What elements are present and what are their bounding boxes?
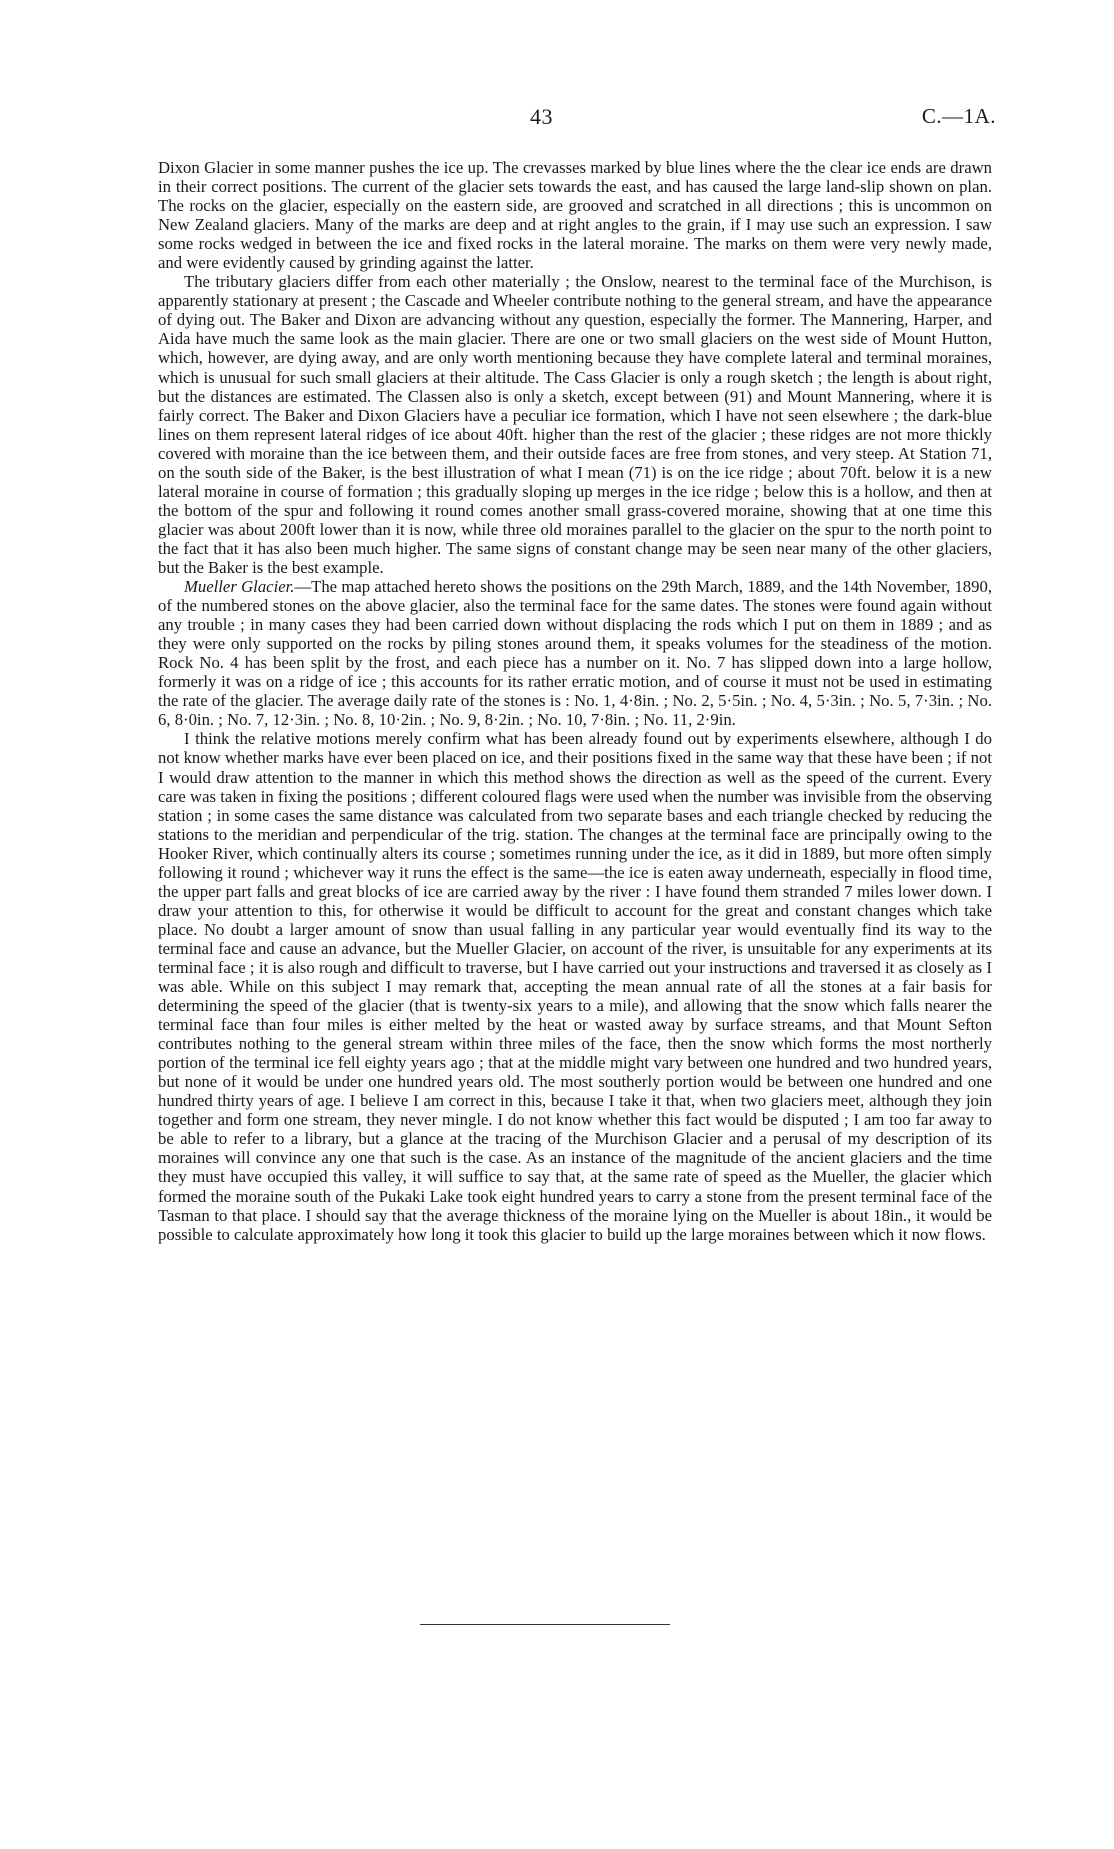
end-rule-divider: [420, 1624, 670, 1625]
paragraph-relative-motions: I think the relative motions merely confirm what has been already found out by experiments elsewhere, although I do not know whether marks have ever been placed on ice, and their positions fixed in the same way that these have been ; if not I would draw attention to the manner in which this method shows the direction as well as the speed of the current. Every care was taken in fixing the positions ; different coloured flags were used when the number was invisible from the observing station ; in some cases the same distance was calculated from two separate bases and each triangle checked by reducing the stations to the meridian and perpendicular of the trig. station. The changes at the terminal face are principally owing to the Hooker River, which continually alters its course ; sometimes running under the ice, as it did in 1889, but more often simply following it round ; whichever way it runs the effect is the same—the ice is eaten away underneath, especially in flood time, the upper part falls and great blocks of ice are carried away by the river : I have found them stranded 7 miles lower down. I draw your attention to this, for otherwise it would be difficult to account for the great and constant changes which take place. No doubt a larger amount of snow than usual falling in any particular year would eventually find its way to the terminal face and cause an advance, but the Mueller Glacier, on account of the river, is unsuitable for any experiments at its terminal face ; it is also rough and difficult to traverse, but I have carried out your instructions and traversed it as closely as I was able. While on this subject I may remark that, accepting the mean annual rate of all the stones at a fair basis for determining the speed of the glacier (that is twenty-six years to a mile), and allowing that the snow which falls nearer the terminal face than four miles is either melted by the heat or wasted away by surface streams, and that Mount Sefton contributes nothing to the general stream within three miles of the face, then the snow which forms the most northerly portion of the terminal ice fell eighty years ago ; that at the middle might vary between one hundred and two hundred years, but none of it would be under one hundred years old. The most southerly portion would be between one hundred and one hundred thirty years of age. I believe I am correct in this, because I take it that, when two glaciers meet, although they join together and form one stream, they never mingle. I do not know whether this fact would be disputed ; I am too far away to be able to refer to a library, but a glance at the tracing of the Murchison Glacier and a perusal of my description of its moraines will convince any one that such is the case. As an instance of the magnitude of the ancient glaciers and the time they must have occupied this valley, it will suffice to say that, at the same rate of speed as the Mueller, the glacier which formed the moraine south of the Pukaki Lake took eight hundred years to carry a stone from the present terminal face of the Tasman to that place. I should say that the average thickness of the moraine lying on the Mueller is about 18in., it would be possible to calculate approximately how long it took this glacier to build up the large moraines between which it now flows.: [158, 729, 992, 1244]
section-title-mueller-glacier: Mueller Glacier.: [184, 577, 295, 597]
paragraph-mueller-glacier-text: —The map attached hereto shows the positions on the 29th March, 1889, and the 14th November, 1890, of the numbered stones on the above glacier, also the terminal face for the same dates. The stones were found again without any trouble ; in many cases they had been carried down without displacing the rods which I put on them in 1889 ; and as they were only supported on the rocks by piling stones around them, it speaks volumes for the steadiness of the motion. Rock No. 4 has been split by the frost, and each piece has a number on it. No. 7 has slipped down into a large hollow, formerly it was on a ridge of ice ; this accounts for its rather erratic motion, and of course it must not be used in estimating the rate of the glacier. The average daily rate of the stones is : No. 1, 4·8in. ; No. 2, 5·5in. ; No. 4, 5·3in. ; No. 5, 7·3in. ; No. 6, 8·0in. ; No. 7, 12·3in. ; No. 8, 10·2in. ; No. 9, 8·2in. ; No. 10, 7·8in. ; No. 11, 2·9in.: [158, 577, 992, 730]
paragraph-tributary-glaciers: The tributary glaciers differ from each other materially ; the Onslow, nearest to the terminal face of the Murchison, is apparently stationary at present ; the Cascade and Wheeler contribute nothing to the general stream, and have the appearance of dying out. The Baker and Dixon are advancing without any question, especially the former. The Mannering, Harper, and Aida have much the same look as the main glacier. There are one or two small glaciers on the west side of Mount Hutton, which, however, are dying away, and are only worth mentioning because they have complete lateral and terminal moraines, which is unusual for such small glaciers at their altitude. The Cass Glacier is only a rough sketch ; the length is about right, but the distances are estimated. The Classen also is only a sketch, except between (91) and Mount Mannering, where it is fairly correct. The Baker and Dixon Glaciers have a peculiar ice formation, which I have not seen elsewhere ; the dark-blue lines on them represent lateral ridges of ice about 40ft. higher than the rest of the glacier ; these ridges are not more thickly covered with moraine than the ice between them, and their outside faces are free from stones, and very steep. At Station 71, on the south side of the Baker, is the best illustration of what I mean (71) is on the ice ridge ; about 70ft. below it is a new lateral moraine in course of formation ; this gradually sloping up merges in the ice ridge ; below this is a hollow, and then at the bottom of the spur and following it round comes another small grass-covered moraine, showing that at one time this glacier was about 200ft lower than it is now, while three old moraines parallel to the glacier on the spur to the north point to the fact that it has also been much higher. The same signs of constant change may be seen near many of the other glaciers, but the Baker is the best example.: [158, 272, 992, 577]
page-number: 43: [530, 104, 553, 129]
paragraph-dixon-glacier: Dixon Glacier in some manner pushes the ice up. The crevasses marked by blue lines where the the clear ice ends are drawn in their correct positions. The current of the glacier sets towards the east, and has caused the large land-slip shown on plan. The rocks on the glacier, especially on the eastern side, are grooved and scratched in all directions ; this is uncommon on New Zealand glaciers. Many of the marks are deep and at right angles to the grain, if I may use such an expression. I saw some rocks wedged in between the ice and fixed rocks in the lateral moraine. The marks on them were very newly made, and were evidently caused by grinding against the latter.: [158, 158, 992, 273]
paragraph-mueller-glacier: [158, 577, 992, 729]
paper-reference: C.—1A.: [921, 104, 996, 128]
page-header: [0, 104, 1114, 138]
body-text: [158, 158, 992, 1244]
